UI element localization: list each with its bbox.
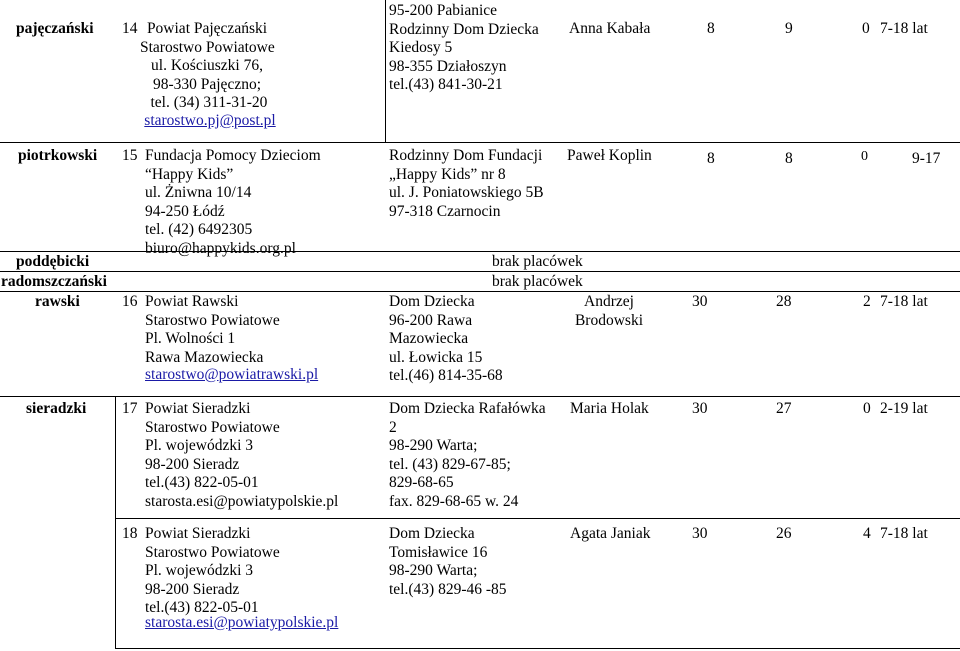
children-count: 9 (785, 20, 793, 37)
row-divider (0, 291, 960, 292)
organizer-email-link[interactable]: starostwo@powiatrawski.pl (145, 366, 319, 383)
organizer-address: Powiat Rawski Starostwo Powiatowe Pl. Wolności 1 Rawa Mazowiecka (145, 293, 280, 366)
facility-address: Dom Dziecka Tomisławice 16 98-290 Warta; tel.(43) 829-46 -85 (389, 525, 507, 598)
organizer-address: Fundacja Pomocy Dzieciom “Happy Kids” ul. Żniwna 10/14 94-250 Łódź tel. (42) 6492305 biuro@happykids.org.pl (145, 147, 321, 257)
organizer-email-link[interactable]: starostwo.pj@post.pl (144, 112, 276, 129)
row-divider (0, 251, 960, 252)
vacancies-count: 2 (863, 293, 871, 310)
facility-address: 95-200 Pabianice Rodzinny Dom Dziecka Kiedosy 5 98-355 Działoszyn tel.(43) 841-30-21 (389, 2, 539, 94)
facility-address: Rodzinny Dom Fundacji „Happy Kids” nr 8 ul. J. Poniatowskiego 5B 97-318 Czarnocin (389, 147, 544, 220)
children-count: 27 (776, 400, 792, 417)
children-count: 28 (776, 293, 792, 310)
column-divider (115, 396, 116, 648)
facility-address: Dom Dziecka Rafałówka 2 98-290 Warta; tel. (43) 829-67-85; 829-68-65 fax. 829-68-65 w. 24 (389, 400, 546, 510)
director-name: Agata Janiak (570, 525, 651, 542)
capacity-value: 8 (707, 150, 715, 167)
row-divider (115, 648, 960, 649)
director-name: Andrzej Brodowski (574, 293, 644, 329)
capacity-value: 30 (692, 525, 708, 542)
district-name: piotrkowski (18, 147, 98, 164)
organizer-email-link[interactable]: starosta.esi@powiatypolskie.pl (145, 614, 339, 631)
row-divider (0, 142, 960, 143)
children-count: 26 (776, 525, 792, 542)
director-name: Maria Holak (570, 400, 649, 417)
vacancies-count: 0 (861, 149, 868, 164)
row-divider (115, 518, 960, 519)
column-divider (385, 0, 386, 142)
vacancies-count: 4 (863, 525, 871, 542)
director-name: Anna Kabała (569, 20, 651, 37)
no-facilities-note: brak placówek (492, 253, 583, 270)
age-range: 7-18 lat (880, 20, 928, 37)
age-range: 9-17 (912, 150, 941, 167)
district-name: rawski (35, 293, 80, 310)
age-range: 2-19 lat (880, 400, 928, 417)
organizer-address: Powiat Sieradzki Starostwo Powiatowe Pl. wojewódzki 3 98-200 Sieradz tel.(43) 822-05-01 (145, 525, 280, 617)
row-divider (0, 271, 960, 272)
vacancies-count: 0 (862, 20, 870, 37)
organizer-address: Powiat Pajęczański Starostwo Powiatowe ul. Kościuszki 76, 98-330 Pajęczno; tel. (34) 311-31-20 (140, 20, 275, 112)
row-number: 14 (122, 20, 138, 37)
organizer-address: Powiat Sieradzki Starostwo Powiatowe Pl. wojewódzki 3 98-200 Sieradz tel.(43) 822-05-01 starosta.esi@powiatypolskie.pl (145, 400, 339, 510)
facility-address: Dom Dziecka 96-200 Rawa Mazowiecka ul. Łowicka 15 tel.(46) 814-35-68 (389, 293, 503, 385)
row-divider (0, 396, 960, 397)
children-count: 8 (785, 150, 793, 167)
director-name: Paweł Koplin (567, 147, 652, 164)
no-facilities-note: brak placówek (492, 273, 583, 290)
row-number: 16 (122, 293, 138, 310)
district-name: radomszczański (1, 273, 107, 290)
district-name: pajęczański (16, 20, 94, 37)
district-name: sieradzki (26, 400, 87, 417)
row-number: 17 (122, 400, 138, 417)
age-range: 7-18 lat (880, 293, 928, 310)
capacity-value: 30 (692, 293, 708, 310)
row-number: 18 (122, 525, 138, 542)
age-range: 7-18 lat (880, 525, 928, 542)
capacity-value: 8 (707, 20, 715, 37)
capacity-value: 30 (692, 400, 708, 417)
row-number: 15 (122, 147, 138, 164)
vacancies-count: 0 (863, 400, 871, 417)
district-name: poddębicki (16, 253, 90, 270)
